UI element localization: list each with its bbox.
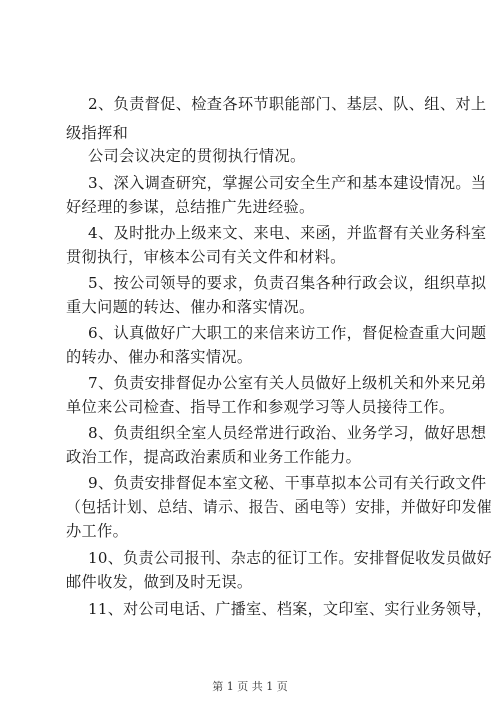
paragraph-4-line-2: 贯彻执行，审核本公司有关文件和材料。 [66, 248, 346, 266]
paragraph-11-line-1: 11、对公司电话、广播室、档案，文印室、实行业务领导， [88, 600, 493, 618]
paragraph-9-line-3: 办工作。 [66, 522, 129, 540]
paragraph-7-line-2: 单位来公司检查、指导工作和参观学习等人员接待工作。 [66, 398, 455, 416]
paragraph-10-line-1: 10、负责公司报刊、杂志的征订工作。安排督促收发员做好 [88, 549, 493, 567]
paragraph-2-line-2: 级指挥和 [66, 124, 129, 142]
paragraph-9-line-1: 9、负责安排督促本室文秘、干事草拟本公司有关行政文件 [88, 474, 487, 492]
paragraph-6-line-2: 的转办、催办和落实情况。 [66, 348, 253, 366]
paragraph-8-line-2: 政治工作，提高政治素质和业务工作能力。 [66, 448, 362, 466]
paragraph-10-line-2: 邮件收发，做到及时无误。 [66, 573, 253, 591]
paragraph-2-line-3: 公司会议决定的贯彻执行情况。 [88, 147, 306, 165]
paragraph-3-line-1: 3、深入调查研究，掌握公司安全生产和基本建设情况。当 [88, 174, 487, 192]
paragraph-7-line-1: 7、负责安排督促办公室有关人员做好上级机关和外来兄弟 [88, 374, 487, 392]
paragraph-9-line-2: （包括计划、总结、请示、报告、函电等）安排，并做好印发催 [66, 498, 493, 516]
paragraph-4-line-1: 4、及时批办上级来文、来电、来函，并监督有关业务科室 [88, 224, 487, 242]
paragraph-5-line-1: 5、按公司领导的要求，负责召集各种行政会议，组织草拟 [88, 274, 487, 292]
paragraph-5-line-2: 重大问题的转达、催办和落实情况。 [66, 298, 315, 316]
paragraph-2-line-1: 2、负责督促、检查各环节职能部门、基层、队、组、对上 [88, 95, 487, 113]
paragraph-3-line-2: 好经理的参谋，总结推广先进经验。 [66, 198, 315, 216]
paragraph-6-line-1: 6、认真做好广大职工的来信来访工作，督促检查重大问题 [88, 324, 487, 342]
page-footer: 第 1 页 共 1 页 [212, 680, 288, 693]
paragraph-8-line-1: 8、负责组织全室人员经常进行政治、业务学习，做好思想 [88, 424, 487, 442]
